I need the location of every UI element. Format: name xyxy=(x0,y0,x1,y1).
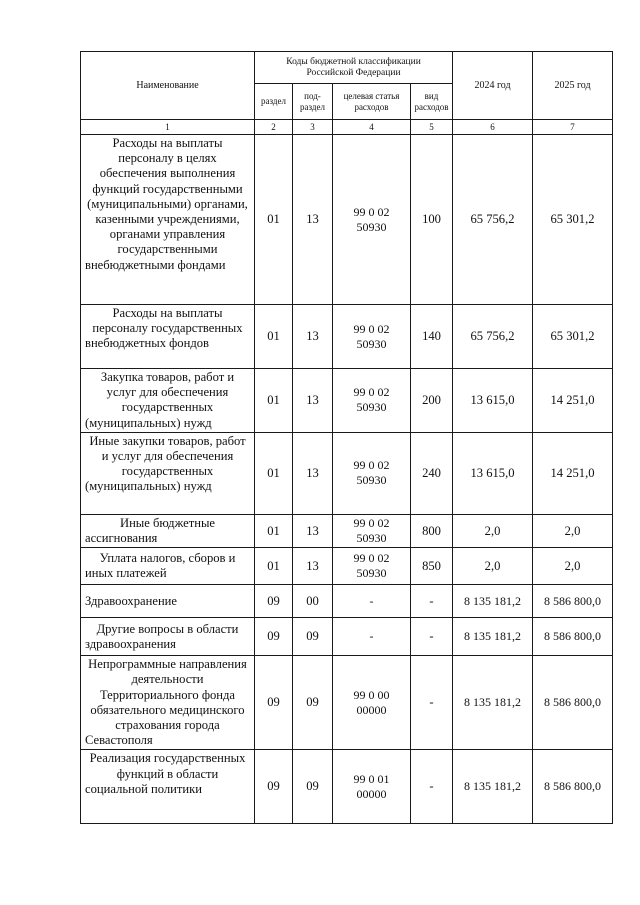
table-row xyxy=(81,750,613,824)
row-subsection: 13 xyxy=(293,305,333,369)
header-codes: Коды бюджетной классификации Российской Федерации xyxy=(255,52,453,84)
row-target: 99 0 02 50930 xyxy=(333,305,411,369)
row-target: 99 0 00 00000 xyxy=(333,656,411,750)
row-name: Другие вопросы в области здравоохранения xyxy=(81,618,255,656)
row-2025: 14 251,0 xyxy=(533,369,613,433)
row-section: 01 xyxy=(255,135,293,305)
table-row xyxy=(81,618,613,656)
row-type: 240 xyxy=(411,432,453,514)
table-row xyxy=(81,135,613,305)
row-subsection: 00 xyxy=(293,585,333,618)
row-section: 09 xyxy=(255,750,293,824)
row-2025: 65 301,2 xyxy=(533,135,613,305)
row-2024: 8 135 181,2 xyxy=(453,750,533,824)
row-2024: 13 615,0 xyxy=(453,369,533,433)
row-2025: 2,0 xyxy=(533,548,613,585)
header-name: Наименование xyxy=(81,52,255,120)
table-row xyxy=(81,369,613,433)
row-target: - xyxy=(333,618,411,656)
row-subsection: 09 xyxy=(293,618,333,656)
row-type: - xyxy=(411,618,453,656)
row-section: 09 xyxy=(255,585,293,618)
row-target: 99 0 02 50930 xyxy=(333,135,411,305)
row-name: Непрограммные направления деятельности Территориального фонда обязательного медицинского страхования города Севастополя xyxy=(81,656,255,750)
table-row xyxy=(81,305,613,369)
row-2025: 8 586 800,0 xyxy=(533,618,613,656)
header-section: раздел xyxy=(255,84,293,120)
row-target: 99 0 02 50930 xyxy=(333,514,411,547)
column-number: 6 xyxy=(453,120,533,135)
row-2024: 8 135 181,2 xyxy=(453,585,533,618)
row-name: Здравоохранение xyxy=(81,585,255,618)
row-subsection: 09 xyxy=(293,656,333,750)
row-type: - xyxy=(411,585,453,618)
row-subsection: 13 xyxy=(293,514,333,547)
row-name: Иные закупки товаров, работ и услуг для обеспечения государственных (муниципальных) нужд xyxy=(81,432,255,514)
row-2025: 8 586 800,0 xyxy=(533,750,613,824)
header-subsection: под- раздел xyxy=(293,84,333,120)
row-2024: 8 135 181,2 xyxy=(453,618,533,656)
row-2024: 8 135 181,2 xyxy=(453,656,533,750)
row-subsection: 13 xyxy=(293,135,333,305)
row-type: 100 xyxy=(411,135,453,305)
row-2025: 8 586 800,0 xyxy=(533,585,613,618)
row-name: Расходы на выплаты персоналу в целях обеспечения выполнения функций государственными (муниципальными) органами, казенными учреждениями, органами управления государственными внебюджетными фондами xyxy=(81,135,255,305)
row-2024: 2,0 xyxy=(453,514,533,547)
row-2025: 2,0 xyxy=(533,514,613,547)
row-section: 01 xyxy=(255,305,293,369)
header-expense-type: вид расходов xyxy=(411,84,453,120)
row-target: 99 0 02 50930 xyxy=(333,548,411,585)
table-row xyxy=(81,514,613,547)
row-subsection: 13 xyxy=(293,369,333,433)
row-2025: 8 586 800,0 xyxy=(533,656,613,750)
budget-table xyxy=(80,51,613,824)
header-year-2025: 2025 год xyxy=(533,52,613,120)
row-name: Закупка товаров, работ и услуг для обеспечения государственных (муниципальных) нужд xyxy=(81,369,255,433)
header-target-item: целевая статья расходов xyxy=(333,84,411,120)
row-name: Расходы на выплаты персоналу государственных внебюджетных фондов xyxy=(81,305,255,369)
row-2024: 13 615,0 xyxy=(453,432,533,514)
column-number: 4 xyxy=(333,120,411,135)
table-row xyxy=(81,656,613,750)
row-section: 01 xyxy=(255,369,293,433)
table-row xyxy=(81,432,613,514)
row-target: 99 0 02 50930 xyxy=(333,432,411,514)
column-number: 1 xyxy=(81,120,255,135)
row-section: 01 xyxy=(255,432,293,514)
column-number: 2 xyxy=(255,120,293,135)
row-2024: 65 756,2 xyxy=(453,305,533,369)
row-subsection: 13 xyxy=(293,432,333,514)
table-row xyxy=(81,585,613,618)
row-type: 800 xyxy=(411,514,453,547)
row-target: 99 0 02 50930 xyxy=(333,369,411,433)
row-name: Реализация государственных функций в области социальной политики xyxy=(81,750,255,824)
column-number: 3 xyxy=(293,120,333,135)
column-number: 7 xyxy=(533,120,613,135)
row-2025: 14 251,0 xyxy=(533,432,613,514)
row-subsection: 13 xyxy=(293,548,333,585)
column-number: 5 xyxy=(411,120,453,135)
row-section: 01 xyxy=(255,514,293,547)
row-target: - xyxy=(333,585,411,618)
row-section: 01 xyxy=(255,548,293,585)
column-number-row xyxy=(81,120,613,135)
row-subsection: 09 xyxy=(293,750,333,824)
row-name: Иные бюджетные ассигнования xyxy=(81,514,255,547)
row-type: 200 xyxy=(411,369,453,433)
row-name: Уплата налогов, сборов и иных платежей xyxy=(81,548,255,585)
row-type: 850 xyxy=(411,548,453,585)
row-type: 140 xyxy=(411,305,453,369)
row-2025: 65 301,2 xyxy=(533,305,613,369)
row-type: - xyxy=(411,656,453,750)
row-section: 09 xyxy=(255,618,293,656)
row-2024: 2,0 xyxy=(453,548,533,585)
row-section: 09 xyxy=(255,656,293,750)
row-2024: 65 756,2 xyxy=(453,135,533,305)
row-type: - xyxy=(411,750,453,824)
header-year-2024: 2024 год xyxy=(453,52,533,120)
table-row xyxy=(81,548,613,585)
row-target: 99 0 01 00000 xyxy=(333,750,411,824)
